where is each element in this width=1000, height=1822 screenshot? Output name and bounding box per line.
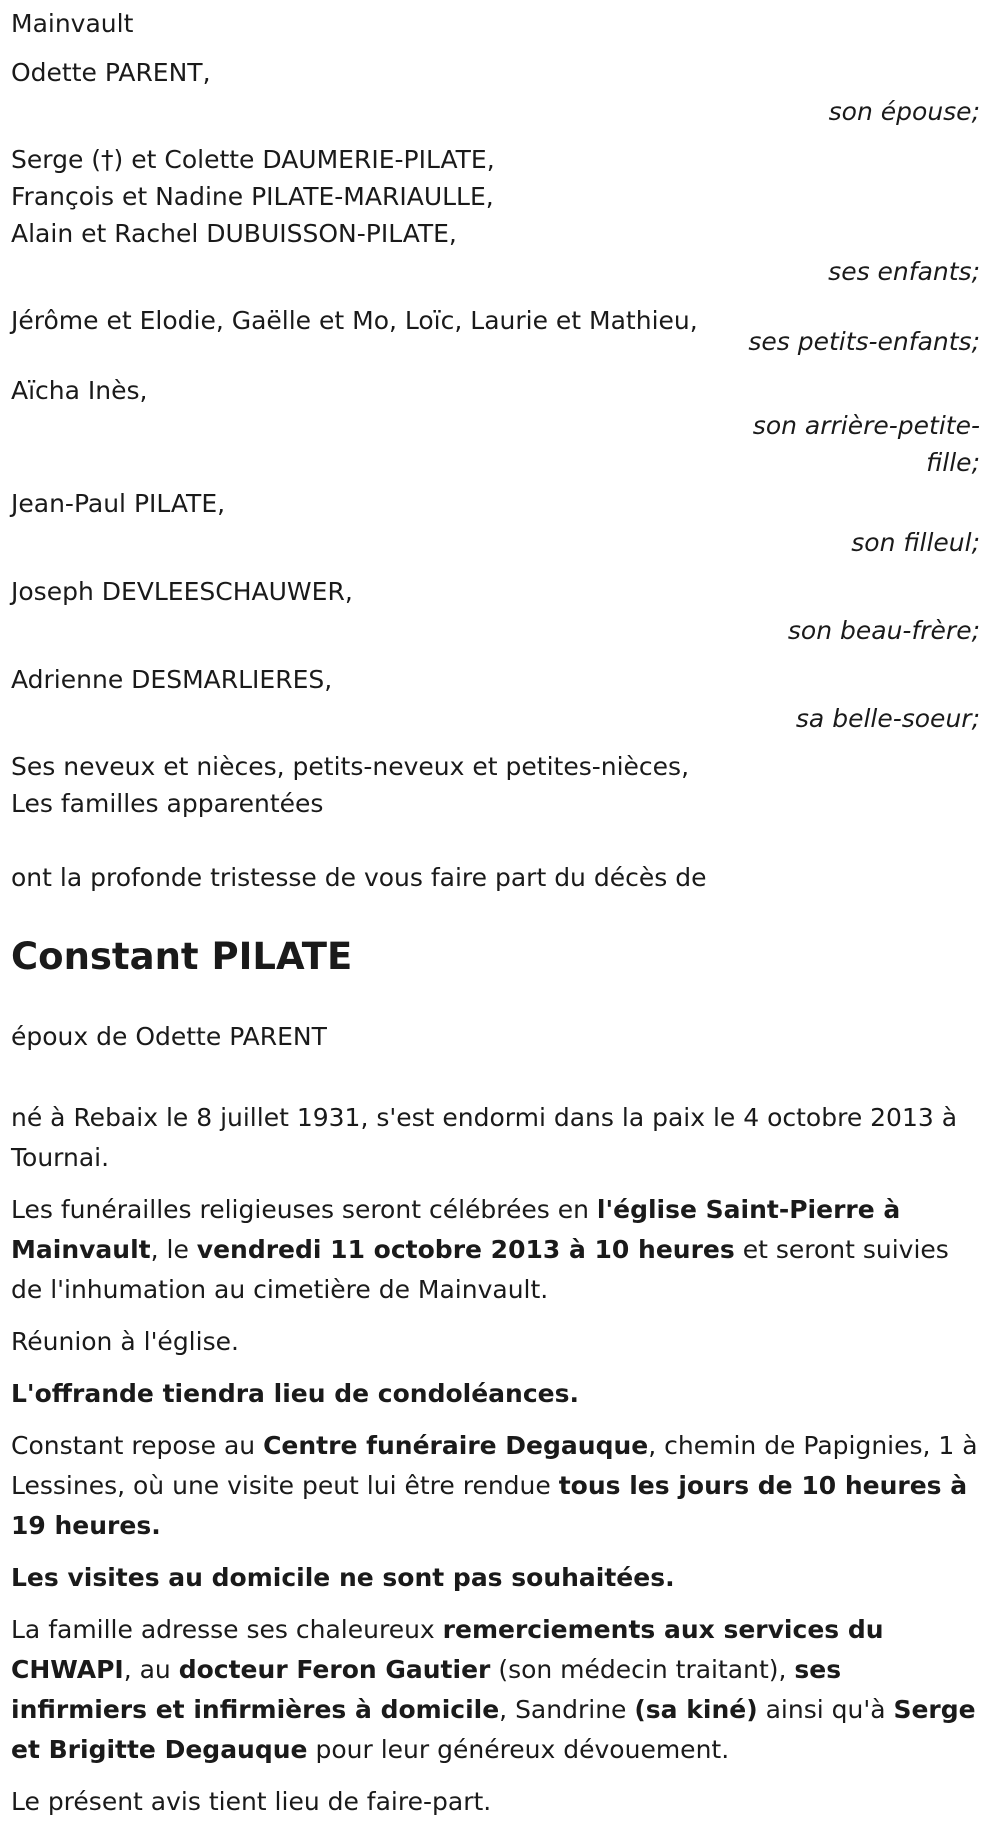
sister-in-law: Adrienne DESMARLIERES, xyxy=(11,665,333,694)
thanks-doctor: docteur Feron Gautier xyxy=(178,1655,491,1684)
text: et seront suivies de l'inhumation au cimetière de Mainvault. xyxy=(11,1235,949,1304)
great-grandchild: Aïcha Inès, xyxy=(11,376,148,405)
children-list xyxy=(11,141,980,252)
great-grandchild-role-cont: fille; xyxy=(926,448,980,477)
extended-family: Ses neveux et nièces, petits-neveux et petites-nièces, xyxy=(11,752,690,781)
text: , chemin de Papignies, 1 à Lessines, où une visite peut lui être rendue xyxy=(11,1431,978,1500)
spouse-name: Odette PARENT, xyxy=(11,58,211,87)
visiting-hours: tous les jours de 10 heures à 19 heures. xyxy=(11,1471,968,1540)
rest-details xyxy=(11,1426,980,1546)
text: , Sandrine xyxy=(499,1695,635,1724)
birth-death: né à Rebaix le 8 juillet 1931, s'est endormi dans la paix le 4 octobre 2013 à Tournai. xyxy=(11,1103,958,1172)
grandchildren-role: ses petits-enfants; xyxy=(748,327,980,356)
spouse-line: époux de Odette PARENT xyxy=(11,1022,327,1051)
text: ainsi qu'à xyxy=(757,1695,894,1724)
announcement: ont la profonde tristesse de vous faire part du décès de xyxy=(11,863,707,892)
text: , au xyxy=(123,1655,179,1684)
text: pour leur généreux dévouement. xyxy=(307,1735,730,1764)
funeral-date: vendredi 11 octobre 2013 à 10 heures xyxy=(196,1235,735,1264)
great-grandchild-role: son arrière-petite- xyxy=(752,411,980,440)
text: Les funérailles religieuses seront célébrées en xyxy=(11,1195,597,1224)
meeting: Réunion à l'église. xyxy=(11,1327,239,1356)
offering-text: L'offrande tiendra lieu de condoléances. xyxy=(11,1379,579,1408)
spouse-role: son épouse; xyxy=(828,97,980,126)
offering xyxy=(11,1374,980,1414)
grandchildren: Jérôme et Elodie, Gaëlle et Mo, Loïc, Laurie et Mathieu, xyxy=(11,306,698,335)
thanks-degauque: Serge et Brigitte Degauque xyxy=(11,1695,976,1764)
godson-role: son filleul; xyxy=(851,528,980,557)
child-line: François et Nadine PILATE-MARIAULLE, xyxy=(11,182,494,211)
children-role: ses enfants; xyxy=(828,257,980,286)
funeral-home: Centre funéraire Degauque xyxy=(263,1431,649,1460)
brother-in-law: Joseph DEVLEESCHAUWER, xyxy=(11,577,353,606)
related-families: Les familles apparentées xyxy=(11,789,324,818)
child-line: Alain et Rachel DUBUISSON-PILATE, xyxy=(11,219,457,248)
text: , le xyxy=(150,1235,197,1264)
thanks-nurses: ses infirmiers et infirmières à domicile xyxy=(11,1655,842,1724)
text: Constant repose au xyxy=(11,1431,264,1460)
child-line: Serge (†) et Colette DAUMERIE-PILATE, xyxy=(11,145,495,174)
text: (son médecin traitant), xyxy=(490,1655,795,1684)
brother-in-law-role: son beau-frère; xyxy=(787,616,980,645)
no-home-visits-text: Les visites au domicile ne sont pas souhaitées. xyxy=(11,1563,675,1592)
no-home-visits xyxy=(11,1558,980,1598)
deceased-name: Constant PILATE xyxy=(11,935,353,978)
thanks-hospital: remerciements aux services du CHWAPI xyxy=(11,1615,884,1684)
church-name: l'église Saint-Pierre à Mainvault xyxy=(11,1195,901,1264)
godson: Jean-Paul PILATE, xyxy=(11,489,226,518)
closing: Le présent avis tient lieu de faire-part. xyxy=(11,1787,492,1816)
thanks-physio: (sa kiné) xyxy=(634,1695,758,1724)
text: La famille adresse ses chaleureux xyxy=(11,1615,443,1644)
location: Mainvault xyxy=(11,9,134,38)
sister-in-law-role: sa belle-soeur; xyxy=(795,704,980,733)
funeral-details xyxy=(11,1190,980,1310)
thanks xyxy=(11,1610,980,1770)
